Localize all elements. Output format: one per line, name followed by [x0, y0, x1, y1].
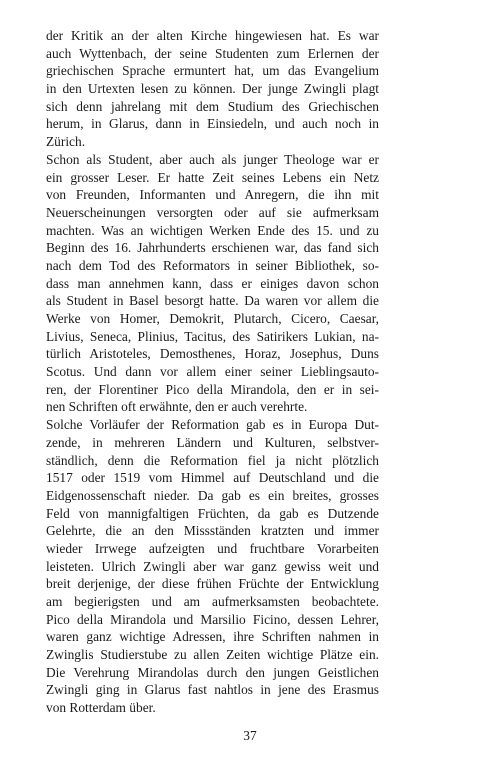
text-line: am begierigsten und am aufmerksamsten beobachtete. — [46, 594, 379, 609]
text-line: Gelehrte, die an den Missständen kratzten und immer — [46, 523, 379, 539]
body-text — [46, 27, 379, 717]
text-line: als Student in Basel besorgt hatte. Da waren vor allem die — [46, 293, 379, 309]
text-line: wieder Irrwege aufzeigten und fruchtbare Vorarbeiten — [46, 540, 379, 556]
text-line: Pico della Mirandola und Marsilio Ficino, dessen Lehrer, — [46, 611, 379, 627]
text-line: waren ganz wichtige Adressen, ihre Schriften nahmen in — [46, 629, 379, 645]
text-line: leisteten. Ulrich Zwingli aber war ganz gewiss weit und — [46, 558, 379, 574]
text-line: Zwingli ging in Glarus fast nahtlos in jene des Erasmus — [46, 682, 379, 698]
text-line: Scotus. Und dann vor allem einer seiner Lieblingsauto- — [46, 364, 379, 380]
text-line: ein grosser Leser. Er hatte Zeit seines Lebens ein Netz — [46, 169, 379, 185]
text-line: 1517 oder 1519 vom Himmel auf Deutschland und die — [46, 470, 379, 486]
text-line: der Kritik an der alten Kirche hingewiesen hat. Es war — [46, 28, 379, 43]
text-line: sich denn jahrelang mit dem Studium des Griechischen — [46, 98, 379, 114]
text-line: zende, in mehreren Ländern und Kulturen, selbstver- — [46, 434, 379, 450]
text-line: Zwinglis Studierstube zu allen Zeiten wichtige Plätze ein. — [46, 647, 379, 663]
text-line: auch Wyttenbach, der seine Studenten zum Erlernen der — [46, 45, 379, 61]
text-line: ren, der Florentiner Pico della Mirandola, den er in sei- — [46, 381, 379, 397]
text-line: nach dem Tod des Reformators in seiner Bibliothek, so- — [46, 257, 379, 273]
text-line: nen Schriften oft erwähnte, den er auch verehrte. — [46, 399, 308, 415]
text-line: von Freunden, Informanten und Anregern, die ihn mit — [46, 187, 379, 203]
text-line: dass man annehmen kann, dass er einiges davon schon — [46, 275, 379, 291]
text-line: von Rotterdam über. — [46, 700, 156, 716]
text-line: Die Verehrung Mirandolas durch den jungen Geistlichen — [46, 664, 379, 680]
text-line: in den Urtexten lesen zu können. Der junge Zwingli plagt — [46, 81, 379, 97]
text-line: herum, in Glarus, dann in Einsiedeln, und auch noch in — [46, 116, 379, 132]
text-line: griechischen Sprache ermuntert hat, um das Evangelium — [46, 63, 379, 79]
text-line: machten. Was an wichtigen Werken Ende des 15. und zu — [46, 222, 379, 238]
text-line: ständlich, denn die Reformation fiel ja nicht plötzlich — [46, 452, 379, 468]
paragraph — [46, 151, 379, 416]
text-line: Neuerscheinungen versorgten oder auf sie aufmerksam — [46, 204, 379, 220]
text-line: Solche Vorläufer der Reformation gab es in Europa Dut- — [46, 417, 379, 433]
text-line: Schon als Student, aber auch als junger Theologe war er — [46, 151, 379, 167]
text-line: Eidgenossenschaft nieder. Da gab es ein breites, grosses — [46, 487, 379, 503]
text-line: Livius, Seneca, Plinius, Tacitus, des Satirikers Lukian, na- — [46, 328, 379, 344]
paragraph — [46, 27, 379, 151]
text-line: Werke von Homer, Demokrit, Plutarch, Cicero, Caesar, — [46, 311, 379, 326]
text-line: türlich Aristoteles, Demosthenes, Horaz, Josephus, Duns — [46, 346, 379, 362]
text-line: breit derjenige, der diese frühen Früchte der Entwicklung — [46, 576, 379, 592]
paragraph — [46, 416, 379, 717]
page-number: 37 — [243, 728, 257, 743]
text-line: Zürich. — [46, 134, 86, 150]
text-line: Feld von mannigfaltigen Früchten, da gab es Dutzende — [46, 505, 379, 521]
text-line: Beginn des 16. Jahrhunderts erschienen war, das fand sich — [46, 240, 379, 256]
